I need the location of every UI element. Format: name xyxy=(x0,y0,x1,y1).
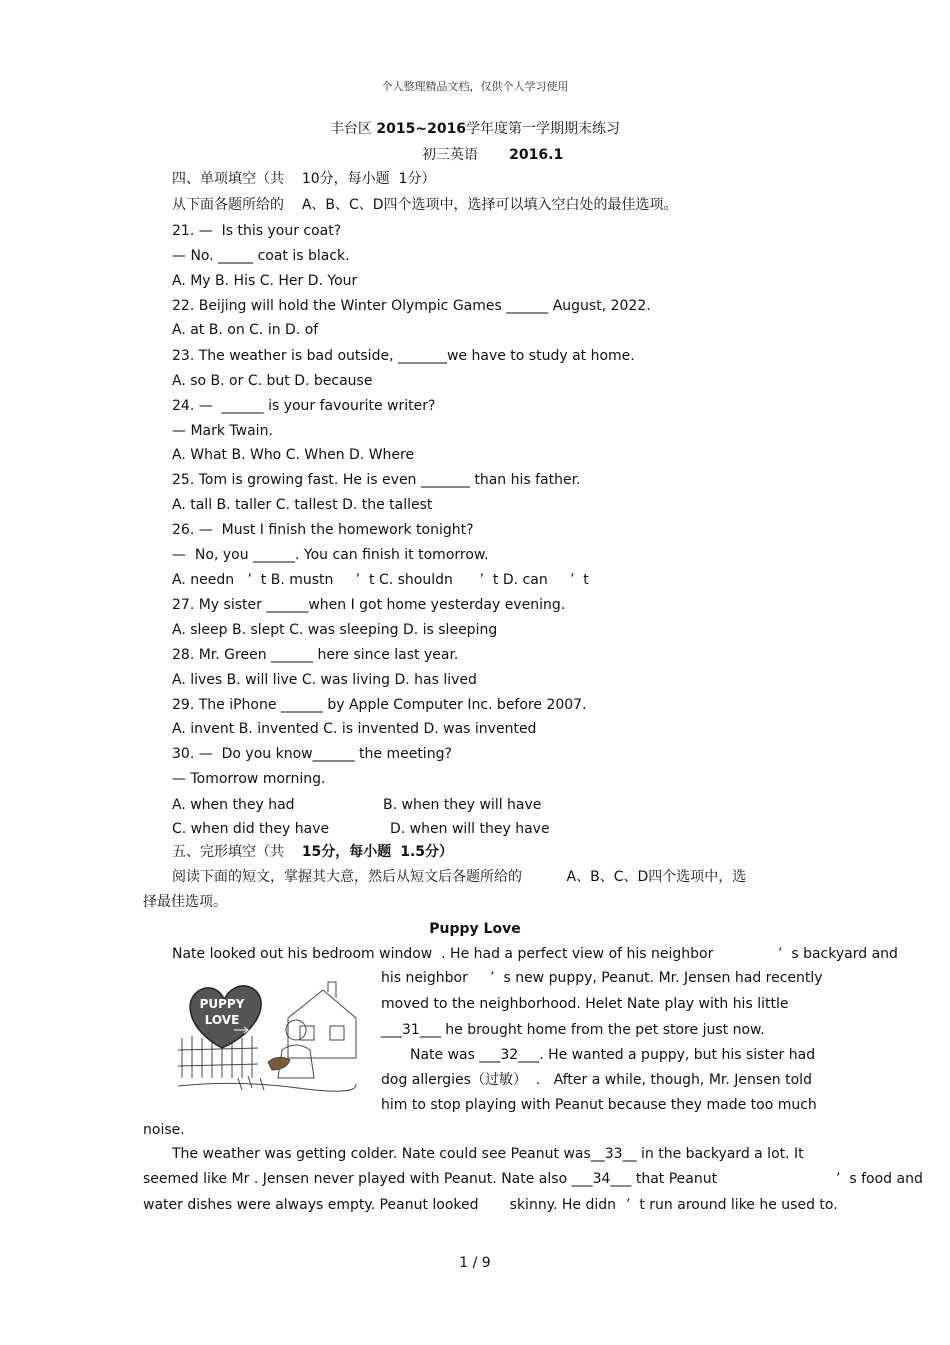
question-21-line2: — No. _____ coat is black. xyxy=(172,248,350,264)
question-27: 27. My sister ______when I got home yesterday evening. xyxy=(172,597,566,613)
question-30: 30. — Do you know______ the meeting? xyxy=(172,746,452,762)
passage-line-6: dog allergies（过敏） . After a while, though, Mr. Jensen told xyxy=(381,1072,812,1088)
question-25: 25. Tom is growing fast. He is even _______ than his father. xyxy=(172,472,581,488)
page-title: 丰台区 2015~2016学年度第一学期期末练习 xyxy=(329,121,621,137)
question-21-options: A. My B. His C. Her D. Your xyxy=(172,273,358,289)
question-22: 22. Beijing will hold the Winter Olympic Games ______ August, 2022. xyxy=(172,298,651,314)
question-29: 29. The iPhone ______ by Apple Computer Inc. before 2007. xyxy=(172,697,587,713)
passage-line-1b: ’ s backyard and xyxy=(778,946,898,962)
passage-title: Puppy Love xyxy=(429,921,521,937)
illustration-text-love: LOVE xyxy=(204,1013,240,1027)
illustration-text-puppy: PUPPY xyxy=(199,997,245,1011)
passage-line-5: Nate was ___32___. He wanted a puppy, but his sister had xyxy=(410,1047,816,1063)
question-24-options: A. What B. Who C. When D. Where xyxy=(172,447,415,463)
passage-line-8: noise. xyxy=(143,1122,185,1138)
page-subtitle: 初三英语 2016.1 xyxy=(422,147,564,163)
passage-line-4: ___31___ he brought home from the pet store just now. xyxy=(381,1022,765,1038)
header-note: 个人整理精品文档，仅供个人学习使用 xyxy=(381,80,569,93)
section5-instruction-cont: 择最佳选项。 xyxy=(143,894,227,910)
passage-line-11b: ’ t run around like he used to. xyxy=(626,1197,838,1213)
question-24: 24. — ______ is your favourite writer? xyxy=(172,398,436,414)
passage-line-3: moved to the neighborhood. Helet Nate play with his little xyxy=(381,996,789,1012)
question-30-option-a: A. when they had xyxy=(172,797,295,813)
passage-line-2: his neighbor ’ s new puppy, Peanut. Mr. Jensen had recently xyxy=(381,970,823,986)
question-22-options: A. at B. on C. in D. of xyxy=(172,322,319,338)
question-26-options: A. needn ’ t B. mustn ’ t C. shouldn ’ t D. can ’ t xyxy=(172,572,589,588)
question-30-option-b: B. when they will have xyxy=(383,797,542,813)
puppy-love-illustration xyxy=(178,978,358,1100)
question-25-options: A. tall B. taller C. tallest D. the tallest xyxy=(172,497,433,513)
question-26: 26. — Must I finish the homework tonight? xyxy=(172,522,474,538)
passage-line-7: him to stop playing with Peanut because they made too much xyxy=(381,1097,817,1113)
question-23-options: A. so B. or C. but D. because xyxy=(172,373,373,389)
question-24-line2: — Mark Twain. xyxy=(172,423,273,439)
question-30-line2: — Tomorrow morning. xyxy=(172,771,326,787)
question-26-line2: — No, you ______. You can finish it tomorrow. xyxy=(172,547,489,563)
page-number: 1 / 9 xyxy=(459,1255,491,1271)
passage-line-1a: Nate looked out his bedroom window . He had a perfect view of his neighbor xyxy=(172,946,714,962)
question-28-options: A. lives B. will live C. was living D. has lived xyxy=(172,672,477,688)
question-28: 28. Mr. Green ______ here since last year. xyxy=(172,647,459,663)
passage-line-11a: water dishes were always empty. Peanut looked skinny. He didn xyxy=(143,1197,617,1213)
section5-instruction: 阅读下面的短文，掌握其大意，然后从短文后各题所给的 A、B、C、D四个选项中，选 xyxy=(172,869,747,885)
passage-line-9: The weather was getting colder. Nate could see Peanut was__33__ in the backyard a lot. It xyxy=(172,1146,804,1162)
question-29-options: A. invent B. invented C. is invented D. was invented xyxy=(172,721,537,737)
passage-line-10a: seemed like Mr . Jensen never played with Peanut. Nate also ___34___ that Peanut xyxy=(143,1171,718,1187)
section5-heading: 五、完形填空（共 15分，每小题 1.5分） xyxy=(172,844,454,860)
question-21: 21. — Is this your coat? xyxy=(172,223,342,239)
question-30-option-d: D. when will they have xyxy=(390,821,550,837)
section4-instruction: 从下面各题所给的 A、B、C、D四个选项中，选择可以填入空白处的最佳选项。 xyxy=(172,197,678,213)
section4-heading: 四、单项填空（共 10分，每小题 1分） xyxy=(172,171,436,187)
question-27-options: A. sleep B. slept C. was sleeping D. is sleeping xyxy=(172,622,498,638)
passage-line-10b: ’ s food and xyxy=(836,1171,923,1187)
question-23: 23. The weather is bad outside, _______we have to study at home. xyxy=(172,348,635,364)
question-30-option-c: C. when did they have xyxy=(172,821,330,837)
